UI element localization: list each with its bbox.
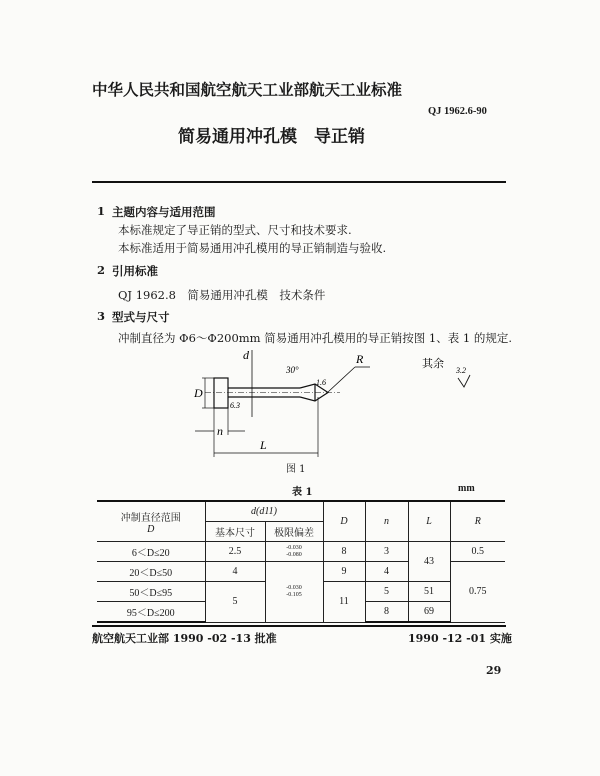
label-d: d: [243, 348, 249, 362]
section-heading: 主题内容与适用范围: [112, 205, 216, 219]
cell-deviation: -0.030 -0.105: [265, 562, 323, 623]
section-number: 2: [97, 263, 106, 277]
cell-D: 9: [323, 562, 365, 582]
remaining-roughness-label: 其余: [422, 358, 444, 370]
page-number: 29: [486, 664, 502, 677]
table-header-row: [97, 501, 505, 522]
roughness-label: 6.3: [230, 401, 240, 410]
paragraph: QJ 1962.8 简易通用冲孔模 技术条件: [118, 288, 326, 302]
header-L: L: [408, 501, 450, 542]
section-number: 1: [97, 204, 106, 218]
paragraph: 本标准适用于简易通用冲孔模用的导正销制造与验收.: [118, 241, 387, 255]
cell-basic: 5: [205, 582, 265, 623]
cell-R: 0.75: [450, 562, 505, 623]
table-row: [97, 542, 505, 562]
cell-n: 3: [365, 542, 408, 562]
header-divider: [92, 181, 506, 183]
figure-caption: 图 1: [286, 464, 306, 475]
label-angle: 30°: [286, 365, 299, 375]
cell-deviation: -0.030 -0.080: [265, 542, 323, 562]
standard-number: QJ 1962.6-90: [428, 106, 487, 117]
header-d: d(d11): [205, 501, 323, 522]
header-basic: 基本尺寸: [205, 522, 265, 542]
cell-L: 51: [408, 582, 450, 602]
cell-D: 8: [323, 542, 365, 562]
paragraph: 本标准规定了导正销的型式、尺寸和技术要求.: [118, 223, 352, 237]
cell-n: 4: [365, 562, 408, 582]
section-heading: 型式与尺寸: [112, 310, 170, 324]
label-D: D: [194, 386, 203, 400]
header-n: n: [365, 501, 408, 542]
pin-head: [214, 378, 228, 408]
cell-L: 69: [408, 602, 450, 623]
cell-D: 11: [323, 582, 365, 623]
header-deviation: 极限偏差: [265, 522, 323, 542]
header-R: R: [450, 501, 505, 542]
approval-date: 航空航天工业部 1990 -02 -13 批准: [92, 632, 277, 645]
cell-range: 50＜D≤95: [97, 582, 205, 602]
cell-L: 43: [408, 542, 450, 582]
issuer-title: 中华人民共和国航空航天工业部航天工业标准: [92, 80, 403, 99]
section-number: 3: [97, 309, 106, 323]
table-unit: mm: [458, 483, 475, 494]
document-title: 简易通用冲孔模 导正销: [178, 127, 365, 147]
roughness-label: 1.6: [316, 378, 326, 387]
section-heading: 引用标准: [112, 264, 158, 278]
effective-date: 1990 -12 -01 实施: [408, 632, 512, 645]
label-L: L: [260, 438, 267, 452]
cell-basic: 4: [205, 562, 265, 582]
cell-n: 5: [365, 582, 408, 602]
cell-R: 0.5: [450, 542, 505, 562]
table-caption: 表 1: [292, 487, 313, 498]
paragraph: 冲制直径为 Φ6～Φ200mm 简易通用冲孔模用的导正销按图 1、表 1 的规定.: [118, 331, 512, 345]
label-R: R: [356, 352, 364, 366]
cell-n: 8: [365, 602, 408, 623]
header-D: D: [323, 501, 365, 542]
cell-basic: 2.5: [205, 542, 265, 562]
cell-range: 20＜D≤50: [97, 562, 205, 582]
header-range: 冲制直径范围 D: [97, 501, 205, 542]
footer-divider: [92, 625, 506, 627]
figure-1-guide-pin-drawing: [190, 345, 510, 465]
dimensions-table: [97, 500, 505, 623]
cell-range: 6＜D≤20: [97, 542, 205, 562]
label-n: n: [217, 424, 223, 438]
cell-range: 95＜D≤200: [97, 602, 205, 623]
remaining-roughness-value: 3.2: [456, 366, 466, 375]
